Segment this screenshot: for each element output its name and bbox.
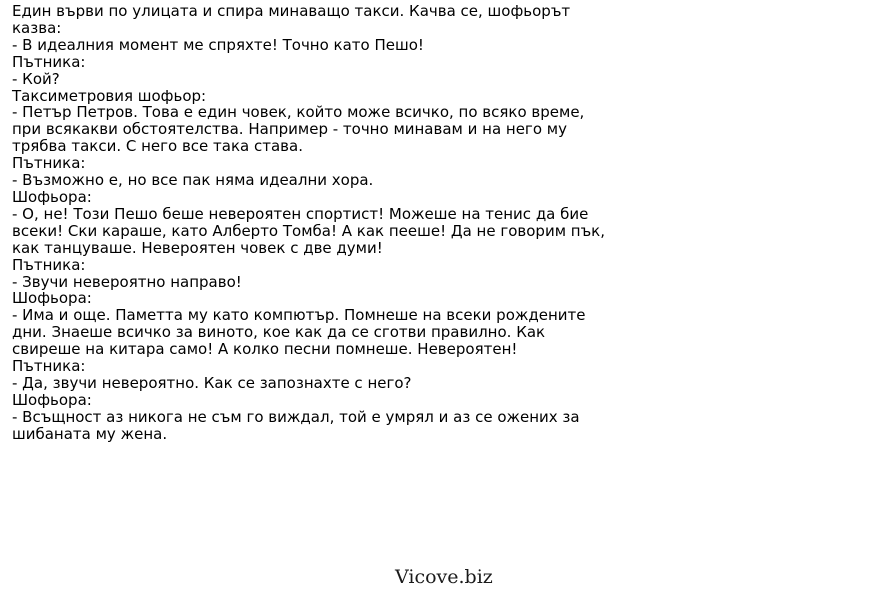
joke-text: Един върви по улицата и спира минаващо такси. Качва се, шофьорът казва: - В идеалния момент ме спряхте! Точно като Пешо! Пътника: - Кой? Таксиметровия шофьор: - Петър Петров. Това е един човек, който може всичко, по всяко време, при всякакви обстоятелства. Например - точно минавам и на него му трябва такси. С него все така става. Пътника: - Възможно е, но все пак няма идеални хора. Шофьора: - О, не! Този Пешо беше невероятен спортист! Можеше на тенис да бие всеки! Ски караше, като Алберто Томба! А как пееше! Да не говорим пък, как танцуваше. Невероятен човек с две думи! Пътника: - Звучи невероятно направо! Шофьора: - Има и още. Паметта му като компютър. Помнеше на всеки рождените дни. Знаеше всичко за виното, кое как да се сготви правилно. Как свиреше на китара само! А колко песни помнеше. Невероятен! Пътника: - Да, звучи невероятно. Как се запознахте с него? Шофьора: - Всъщност аз никога не съм го виждал, той е умрял и аз се ожених за шибаната му жена. [12, 2, 606, 443]
site-watermark: Vicove.biz [395, 566, 493, 588]
